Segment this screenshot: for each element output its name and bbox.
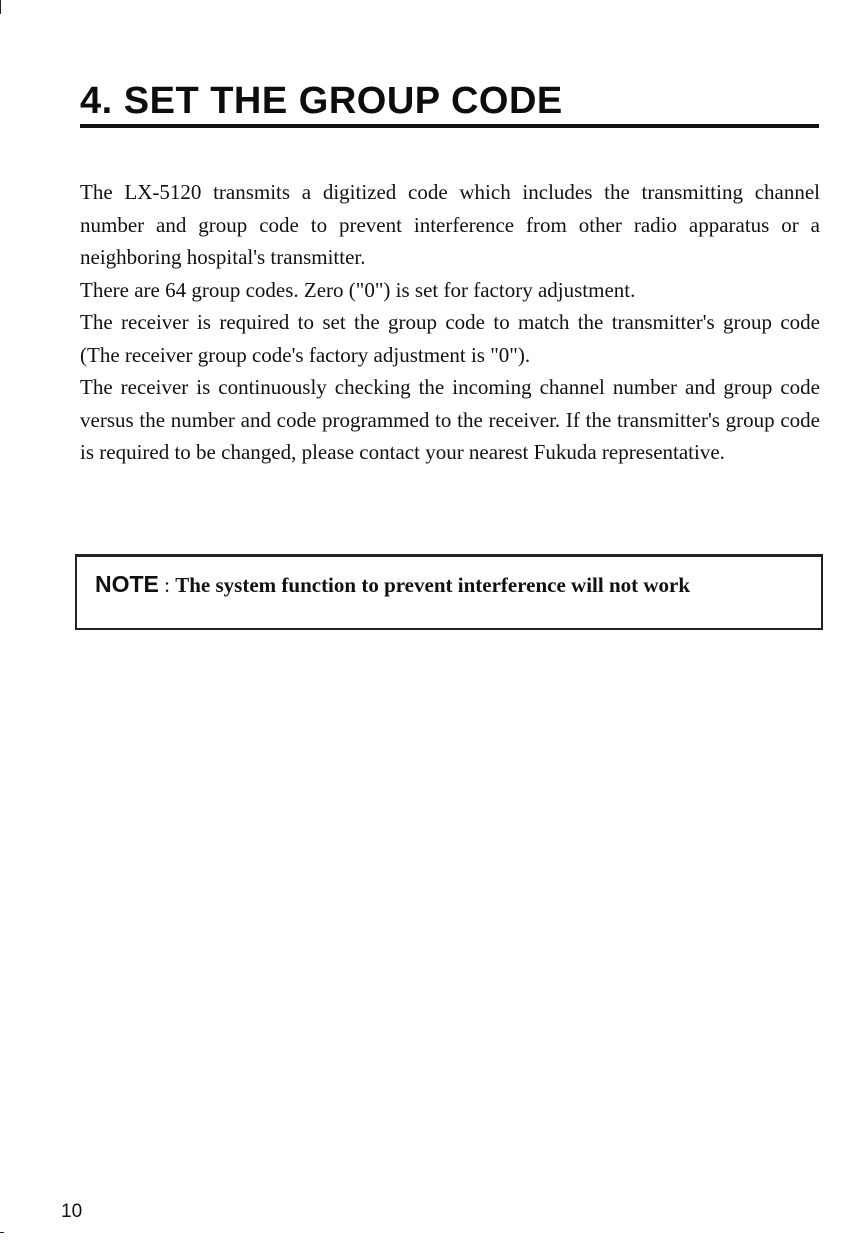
paragraph-receiver-setting: The receiver is required to set the group code to match the transmitter's group code (The receiver group code's factory adjustment is "0"). xyxy=(80,310,820,367)
page-number: 10 xyxy=(61,1201,83,1222)
crop-mark-top xyxy=(0,0,1,14)
paragraph-group-codes: There are 64 group codes. Zero ("0") is set for factory adjustment. xyxy=(80,277,636,302)
title-underline xyxy=(80,124,819,128)
note-text: The system function to prevent interference will not work xyxy=(175,573,691,597)
crop-mark-bottom xyxy=(0,1232,4,1233)
note-separator: : xyxy=(164,573,170,597)
page-title: 4. SET THE GROUP CODE xyxy=(80,80,563,122)
note-line xyxy=(95,567,690,602)
paragraph-intro: The LX-5120 transmits a digitized code which includes the transmitting channel number and group code to prevent interference from other radio apparatus or a neighboring hospital's transmitter. xyxy=(80,180,820,269)
paragraph-receiver-checking: The receiver is continuously checking the incoming channel number and group code versus the number and code programmed to the receiver. If the transmitter's group code is required to be changed, please contact your nearest Fukuda representative. xyxy=(80,375,820,464)
note-label: NOTE xyxy=(95,571,159,597)
body-text xyxy=(80,176,820,469)
note-box xyxy=(75,554,823,630)
